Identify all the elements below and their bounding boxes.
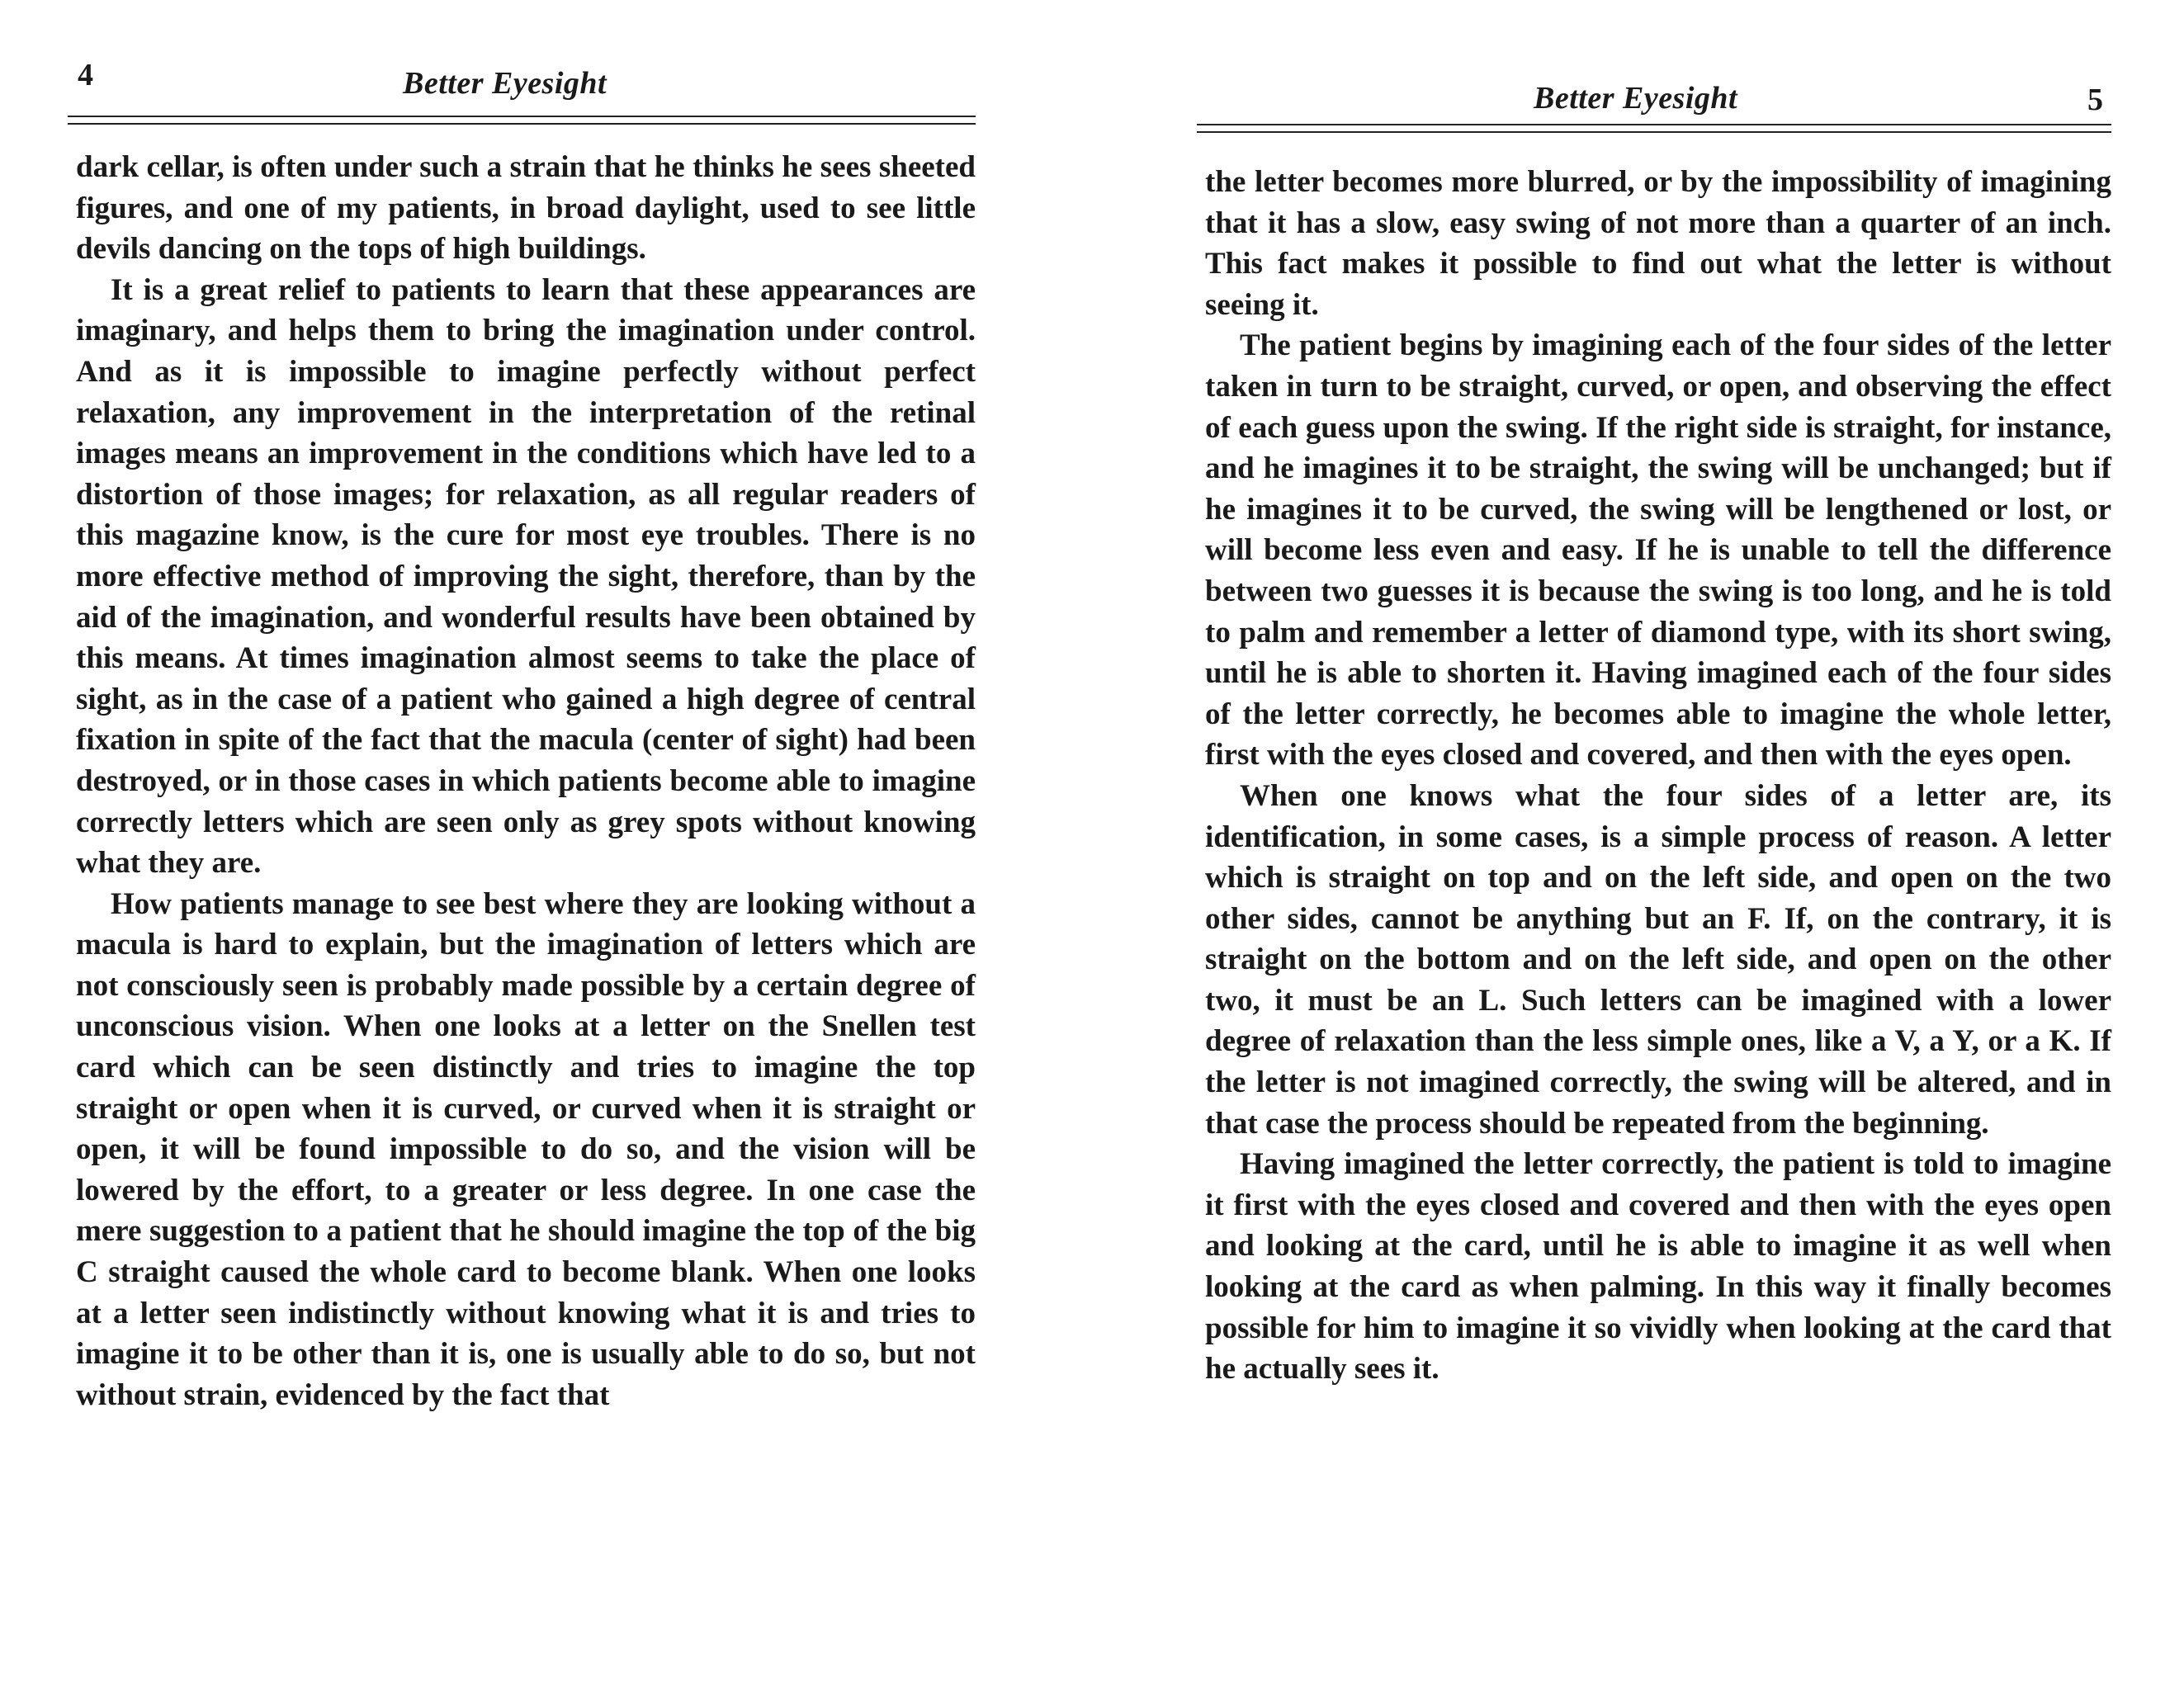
page-number: 4 xyxy=(78,58,93,92)
paragraph: dark cellar, is often under such a strain that he thinks he sees sheeted figures, and one of my patients, in broad daylight, used to see little devils dancing on the tops of high buildings. xyxy=(76,150,976,267)
left-page-body xyxy=(76,147,976,1415)
paragraph: How patients manage to see best where they are looking without a macula is hard to explain, but the imagination of letters which are not consciously seen is probably made possible by a certain degree of unconscious vision. When one looks at a letter on the Snellen test card which can be seen distinctly and tries to imagine the top straight or open when it is curved, or curved when it is straight or open, it will be found impossible to do so, and the vision will be lowered by the effort, to a greater or less degree. In one case the mere suggestion to a patient that he should imagine the top of the big C straight caused the whole card to become blank. When one looks at a letter seen indistinctly without knowing what it is and tries to imagine it to be other than it is, one is usually able to do so, but not without strain, evidenced by the fact that xyxy=(76,886,976,1412)
page-number: 5 xyxy=(2087,83,2103,117)
paragraph: When one knows what the four sides of a letter are, its identification, in some cases, is a simple process of reason. A letter which is straight on top and on the left side, and open on the two other sides, cannot be anything but an F. If, on the contrary, it is straight on the bottom and on the left side, and open on the other two, it must be an L. Such letters can be imagined with a lower degree of relaxation than the less simple ones, like a V, a Y, or a K. If the letter is not imagined correctly, the swing will be altered, and in that case the process should be repeated from the beginning. xyxy=(1205,778,2111,1141)
left-page xyxy=(68,0,976,1696)
left-page-header xyxy=(68,0,976,101)
paragraph: The patient begins by imagining each of the four sides of the letter taken in turn to be straight, curved, or open, and observing the effect of each guess upon the swing. If the right side is straight, for instance, and he imagines it to be straight, the swing will be unchanged; but if he imagines it to be curved, the swing will be lengthened or lost, or will become less even and easy. If he is unable to tell the difference between two guesses it is because the swing is too long, and he is told to palm and remember a letter of diamond type, with its short swing, until he is able to shorten it. Having imagined each of the four sides of the letter correctly, he becomes able to imagine the whole letter, first with the eyes closed and covered, and then with the eyes open. xyxy=(1205,328,2111,772)
header-rule xyxy=(1197,124,2111,133)
right-page-header xyxy=(1197,0,2111,117)
right-page xyxy=(1197,0,2111,1696)
running-title: Better Eyesight xyxy=(403,66,607,101)
header-rule xyxy=(68,116,976,125)
paragraph: Having imagined the letter correctly, the patient is told to imagine it first with the eyes closed and covered and then with the eyes open and looking at the card, until he is able to imagine it as well when looking at the card as when palming. In this way it finally becomes possible for him to imagine it so vividly when looking at the card that he actually sees it. xyxy=(1205,1147,2111,1387)
paragraph: the letter becomes more blurred, or by the impossibility of imagining that it has a slow, easy swing of not more than a quarter of an inch. This fact makes it possible to find out what the letter is without seeing it. xyxy=(1205,165,2111,322)
paragraph: It is a great relief to patients to learn that these appearances are imaginary, and helps them to bring the imagination under control. And as it is impossible to imagine perfectly without perfect relaxation, any improvement in the interpretation of the retinal images means an improvement in the conditions which have led to a distortion of those images; for relaxation, as all regular readers of this magazine know, is the cure for most eye troubles. There is no more effective method of improving the sight, therefore, than by the aid of the imagination, and wonderful results have been obtained by this means. At times imagination almost seems to take the place of sight, as in the case of a patient who gained a high degree of central fixation in spite of the fact that the macula (center of sight) had been destroyed, or in those cases in which patients become able to imagine correctly letters which are seen only as grey spots without knowing what they are. xyxy=(76,272,976,881)
running-title: Better Eyesight xyxy=(1534,81,1738,116)
right-page-body xyxy=(1205,162,2111,1390)
